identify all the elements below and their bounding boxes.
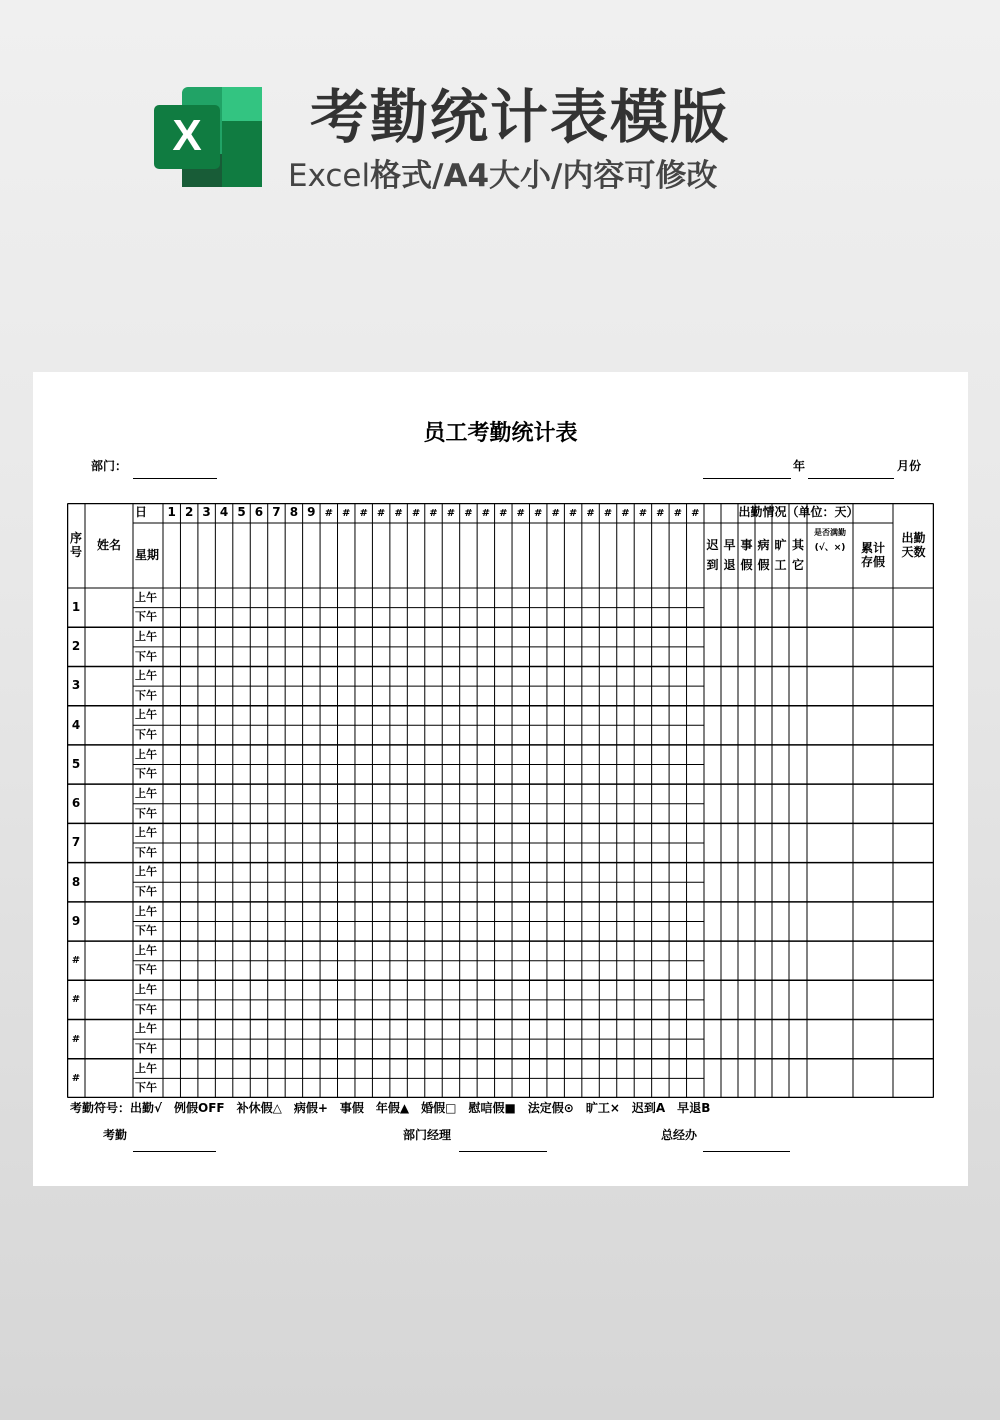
am-label: 上午 (135, 826, 157, 840)
pm-label: 下午 (135, 1081, 157, 1095)
pm-label: 下午 (135, 767, 157, 781)
month-label: 月份 (897, 459, 922, 473)
month-blank (808, 478, 894, 479)
row-index: # (71, 955, 81, 967)
am-label: 上午 (135, 1022, 157, 1036)
am-label: 上午 (135, 708, 157, 722)
day-number: 1 (167, 505, 176, 520)
day-number: # (359, 507, 368, 519)
day-number: 6 (254, 505, 264, 520)
header-attendance-days: 出勤天数 (901, 531, 926, 559)
am-label: 上午 (135, 747, 157, 761)
row-index: 7 (71, 835, 81, 850)
row-index: # (71, 994, 81, 1006)
row-index: 2 (71, 639, 81, 654)
row-index: 3 (71, 678, 81, 693)
page-subtitle (288, 150, 717, 195)
signature-gm-line (703, 1151, 790, 1152)
signature-gm-label: 总经办 (661, 1128, 698, 1142)
row-index: 9 (71, 913, 81, 928)
excel-logo-icon (152, 85, 264, 189)
day-number: 8 (289, 505, 299, 520)
row-index: # (71, 1033, 81, 1045)
attendance-col-header: 旷 工 (774, 538, 787, 572)
am-label: 上午 (135, 865, 157, 879)
pm-label: 下午 (135, 688, 157, 702)
department-blank (133, 478, 217, 479)
attendance-table (67, 503, 934, 1098)
am-label: 上午 (135, 629, 157, 643)
header-accumulated-leave: 累计存假 (860, 541, 885, 569)
banner-header (0, 0, 1000, 250)
header-day: 日 (135, 505, 148, 520)
day-number: # (394, 507, 403, 519)
am-label: 上午 (135, 590, 157, 604)
row-index: 4 (71, 717, 81, 732)
am-label: 上午 (135, 943, 157, 957)
attendance-col-header: 其 它 (791, 538, 804, 572)
row-index: 8 (71, 874, 81, 889)
page-title: 考勤统计表模版 (309, 83, 730, 151)
pm-label: 下午 (135, 1002, 157, 1016)
row-index: 1 (71, 600, 81, 615)
day-number: # (342, 507, 351, 519)
pm-label: 下午 (135, 806, 157, 820)
signature-attendance-label: 考勤 (103, 1128, 128, 1142)
signature-manager-line (459, 1151, 547, 1152)
am-label: 上午 (135, 983, 157, 997)
pm-label: 下午 (135, 845, 157, 859)
department-label: 部门： (91, 459, 128, 473)
pm-label: 下午 (135, 963, 157, 977)
attendance-symbol-legend: 考勤符号：出勤√ 例假OFF 补休假△ 病假+ 事假 年假▲ 婚假□ 慰唁假■ 法定假⊙ 旷工× 迟到A 早退B (70, 1101, 711, 1115)
attendance-col-header: 事 假 (740, 538, 753, 572)
day-number: # (621, 507, 630, 519)
day-number: # (586, 507, 595, 519)
pm-label: 下午 (135, 649, 157, 663)
day-number: 4 (219, 505, 229, 520)
header-index: 序号 (69, 531, 82, 559)
day-number: # (516, 507, 525, 519)
am-label: 上午 (135, 786, 157, 800)
header-name: 姓名 (96, 537, 121, 552)
day-number: 3 (202, 505, 211, 520)
attendance-col-header: 病 假 (757, 538, 770, 572)
am-label: 上午 (135, 669, 157, 683)
day-number: # (673, 507, 682, 519)
attendance-sheet-preview (33, 372, 968, 1186)
attendance-group-header: 出勤情况（单位：天） (738, 505, 859, 520)
attendance-col-header: 迟 到 (706, 538, 719, 572)
pm-label: 下午 (135, 884, 157, 898)
signature-attendance-line (133, 1151, 216, 1152)
am-label: 上午 (135, 904, 157, 918)
logo-letter: X (172, 111, 202, 160)
row-index: 6 (71, 796, 81, 811)
day-number: # (499, 507, 508, 519)
year-blank (703, 478, 791, 479)
subtitle-format: Excel (288, 158, 371, 194)
day-number: # (481, 507, 491, 519)
day-number: # (603, 507, 613, 519)
day-number: # (324, 507, 333, 519)
day-number: 9 (307, 505, 316, 520)
day-number: # (568, 507, 578, 519)
day-number: # (656, 507, 665, 519)
day-number: # (446, 507, 456, 519)
header-weekday: 星期 (135, 547, 160, 562)
day-number: # (551, 507, 560, 519)
am-label: 上午 (135, 1061, 157, 1075)
row-index: 5 (71, 756, 81, 771)
table-grid-lines (67, 503, 934, 1098)
day-number: # (429, 507, 438, 519)
day-number: # (691, 507, 700, 519)
day-number: # (464, 507, 473, 519)
day-number: # (376, 507, 386, 519)
year-label: 年 (793, 459, 806, 473)
day-number: # (533, 507, 543, 519)
pm-label: 下午 (135, 728, 157, 742)
signature-manager-label: 部门经理 (403, 1128, 452, 1142)
row-index: # (71, 1072, 81, 1084)
pm-label: 下午 (135, 924, 157, 938)
pm-label: 下午 (135, 610, 157, 624)
sheet-title: 员工考勤统计表 (423, 421, 578, 446)
day-number: 2 (184, 505, 194, 520)
day-number: # (411, 507, 421, 519)
subtitle-details: 格式/A4大小/内容可修改 (370, 158, 718, 194)
day-number: # (638, 507, 648, 519)
day-number: 5 (237, 505, 246, 520)
attendance-col-header: 早 退 (723, 538, 736, 572)
pm-label: 下午 (135, 1041, 157, 1055)
day-number: 7 (272, 505, 281, 520)
header-full-attendance: 是否满勤 (√、×) (814, 528, 846, 553)
